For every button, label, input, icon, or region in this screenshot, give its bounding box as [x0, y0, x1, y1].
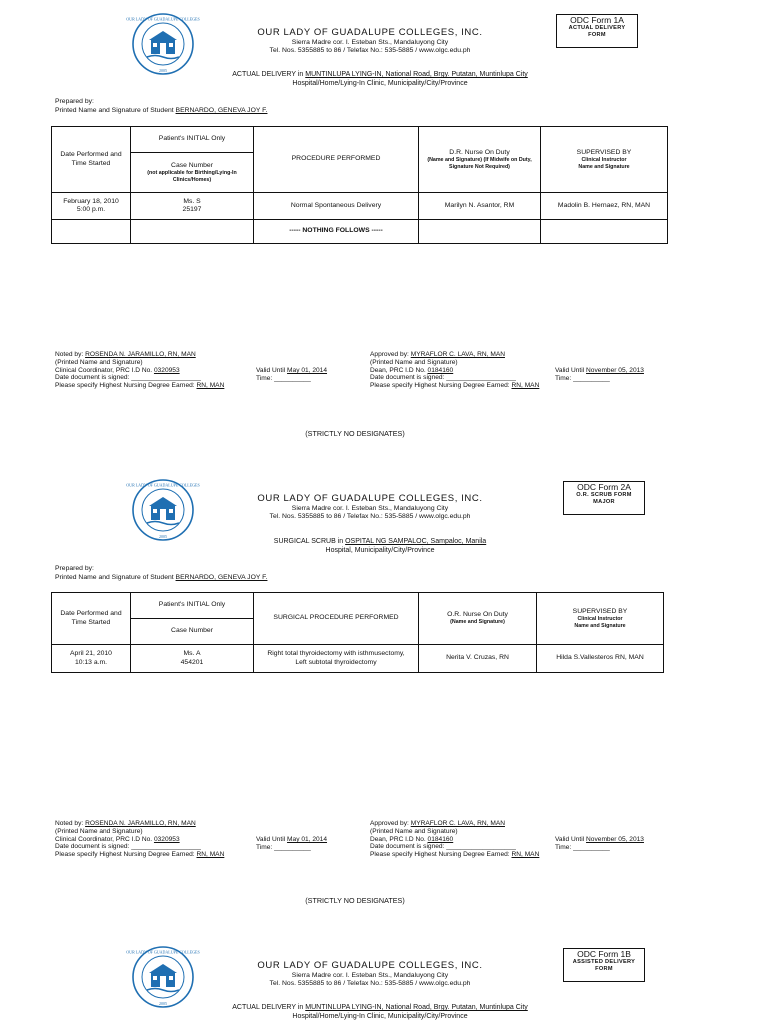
common-date-signed: Date document is signed: ___________________ [55, 843, 201, 851]
form1-desc1: ACTUAL DELIVERY [568, 25, 626, 32]
school-name: OUR LADY OF GUADALUPE COLLEGES, INC. [257, 27, 483, 38]
form2-loc-sub: Hospital, Municipality/City/Province [325, 547, 435, 555]
common-time-line: Time: __________ [555, 843, 610, 851]
student-name: BERNARDO, GENEVA JOY F. [175, 106, 268, 114]
approved-by-block [370, 820, 539, 859]
common-prepared-by: Prepared by: [55, 565, 94, 572]
common-approved-name: MYRAFLOR C. LAVA, RN, MAN [410, 820, 505, 827]
common-printed-name: (Printed Name and Signature) [55, 827, 143, 835]
common-date-signed: Date document is signed: ___________________ [55, 374, 201, 382]
table-row [52, 220, 668, 244]
form1-headers-sup: SUPERVISED BY [576, 148, 632, 156]
procedure-table [51, 126, 668, 244]
common-printed-name: (Printed Name and Signature) [55, 358, 143, 366]
header-case [131, 153, 254, 193]
form2-headers-sup-note2: Name and Signature [574, 622, 626, 629]
procedure-table [51, 592, 664, 673]
table-row [52, 645, 664, 673]
common-coord-valid: May 01, 2014 [287, 836, 328, 843]
common-noted-label: Noted by: [55, 820, 84, 827]
common-coord-valid: May 01, 2014 [287, 367, 328, 374]
form2-row-date: April 21, 2010 [70, 650, 112, 658]
common-prepared-by: Prepared by: [55, 98, 94, 105]
approved-by-block [370, 351, 539, 390]
strict-note: (STRICTLY NO DESIGNATES) [305, 896, 405, 905]
common-dean-valid: November 05, 2013 [586, 367, 644, 374]
school-name: OUR LADY OF GUADALUPE COLLEGES, INC. [257, 493, 483, 504]
school-contact: Tel. Nos. 5355885 to 86 / Telefax No.: 535-5885 / www.olgc.edu.ph [269, 980, 471, 988]
common-coord-prc: 0320953 [153, 366, 180, 374]
form1-headers-case: Case Number [171, 161, 213, 169]
school-contact: Tel. Nos. 5355885 to 86 / Telefax No.: 535-5885 / www.olgc.edu.ph [269, 47, 471, 55]
common-approved-name: MYRAFLOR C. LAVA, RN, MAN [410, 351, 505, 358]
prepared-by [55, 565, 267, 583]
common-date-signed: Date document is signed: ___________________ [370, 374, 516, 382]
common-time-line: Time: __________ [555, 374, 610, 382]
form3-desc1: ASSISTED DELIVERY [572, 959, 636, 966]
common-degree: RN, MAN [196, 851, 225, 859]
school-contact: Tel. Nos. 5355885 to 86 / Telefax No.: 535-5885 / www.olgc.edu.ph [269, 513, 471, 521]
common-degree-label: Please specify Highest Nursing Degree Earned: [370, 382, 510, 390]
valid-until [256, 836, 327, 852]
common-printed-name: (Printed Name and Signature) [370, 358, 458, 366]
school-seal-year: 2005 [159, 1001, 167, 1006]
header-date: Date Performed and Time Started [52, 127, 131, 193]
header-nurse [419, 127, 541, 193]
header-procedure: PROCEDURE PERFORMED [254, 127, 419, 193]
form-code: ODC Form 1A [570, 15, 624, 25]
form2-row-sup: Hilda S.Vallesteros RN, MAN [537, 645, 664, 673]
form1-row-case: 25197 [182, 206, 202, 213]
noted-by-block [55, 820, 224, 859]
valid-until [555, 367, 644, 383]
noted-by-block [55, 351, 224, 390]
common-noted-name: ROSENDA N. JARAMILLO, RN, MAN [85, 820, 196, 827]
form-code-box [563, 948, 645, 982]
common-noted-name: ROSENDA N. JARAMILLO, RN, MAN [85, 351, 196, 358]
form-code: ODC Form 1B [577, 949, 631, 959]
school-name: OUR LADY OF GUADALUPE COLLEGES, INC. [257, 960, 483, 971]
form1-headers-nurse: D.R. Nurse On Duty [449, 148, 510, 156]
prepared-by [55, 98, 267, 116]
form2-row-procedure1: Right total thyroidectomy with isthmusectomy, [267, 650, 405, 658]
form2-headers-case: Case Number [131, 619, 254, 645]
school-seal-text: OUR LADY OF GUADALUPE COLLEGES [126, 16, 200, 22]
form2-headers-nurse-note: (Name and Signature) [450, 619, 505, 626]
form1-row-patient: Ms. S [183, 197, 201, 205]
student-name: BERNARDO, GENEVA JOY F. [175, 573, 268, 581]
common-degree-label: Please specify Highest Nursing Degree Earned: [55, 851, 195, 859]
school-seal-text: OUR LADY OF GUADALUPE COLLEGES [126, 482, 200, 488]
form3-loc-place: MUNTINLUPA LYING-IN, National Road, Brgy. Putatan, Muntinlupa City [305, 1004, 528, 1011]
common-time-line: Time: __________ [256, 374, 311, 382]
form2-row-nurse: Nerita V. Cruzas, RN [419, 645, 537, 673]
common-prepared-label: Printed Name and Signature of Student [55, 106, 174, 114]
form2-row-time: 10:13 a.m. [74, 658, 108, 666]
common-valid-label: Valid Until [256, 367, 286, 374]
common-coord-label: Clinical Coordinator, PRC I.D No. [55, 366, 153, 374]
school-header [170, 493, 570, 522]
location-line [150, 70, 610, 88]
location-line [150, 537, 610, 555]
common-dean-prc: 0184160 [427, 366, 454, 374]
form1-loc-place: MUNTINLUPA LYING-IN, National Road, Brgy. Putatan, Muntinlupa City [305, 71, 528, 78]
common-time-line: Time: __________ [256, 843, 311, 851]
school-seal-year: 2005 [159, 68, 167, 73]
common-valid-label: Valid Until [256, 836, 286, 843]
common-coord-prc: 0320953 [153, 835, 180, 843]
form2-desc1: O.R. SCRUB FORM [576, 492, 632, 499]
form2-row-patient: Ms. A [183, 650, 201, 658]
common-noted-label: Noted by: [55, 351, 84, 358]
common-degree-label: Please specify Highest Nursing Degree Earned: [370, 851, 510, 859]
common-coord-label: Clinical Coordinator, PRC I.D No. [55, 835, 153, 843]
common-printed-name: (Printed Name and Signature) [370, 827, 458, 835]
form1-row-nurse: Marilyn N. Asantor, RM [419, 193, 541, 220]
form-code-box [556, 14, 638, 48]
common-approved-label: Approved by: [370, 820, 409, 827]
common-degree: RN, MAN [511, 851, 540, 859]
common-dean-prc: 0184160 [427, 835, 454, 843]
header-initial: Patient's INITIAL Only [131, 127, 254, 153]
form2-loc-prefix: SURGICAL SCRUB in [273, 538, 344, 545]
school-address: Sierra Madre cor. I. Esteban Sts., Mandaluyong City [291, 971, 449, 979]
form1-headers-case-note: (not applicable for Birthing/Lying-In Clinics/Homes) [147, 170, 237, 183]
school-header [170, 27, 570, 56]
form-code: ODC Form 2A [577, 482, 631, 492]
table-row [52, 193, 668, 220]
form1-headers-nurse-note: (Name and Signature) (If Midwife on Duty, Signature Not Required) [427, 157, 532, 170]
form-code-box [563, 481, 645, 515]
form3-loc-sub: Hospital/Home/Lying-In Clinic, Municipality/City/Province [292, 1013, 468, 1021]
valid-until [555, 836, 644, 852]
common-valid-label: Valid Until [555, 367, 585, 374]
form1-row-procedure: Normal Spontaneous Delivery [254, 193, 419, 220]
form1-row-time: 5:00 p.m. [76, 206, 106, 213]
form1-loc-prefix: ACTUAL DELIVERY in [232, 71, 304, 78]
school-header [170, 960, 570, 989]
form1-row-sup: Madolin B. Hernaez, RN, MAN [541, 193, 668, 220]
common-dean-label: Dean, PRC I.D No. [370, 835, 426, 843]
common-date-signed: Date document is signed: ___________________ [370, 843, 516, 851]
header-supervised [541, 127, 668, 193]
common-degree: RN, MAN [511, 382, 540, 390]
common-dean-valid: November 05, 2013 [586, 836, 644, 843]
common-degree: RN, MAN [196, 382, 225, 390]
form2-desc2: MAJOR [593, 498, 615, 505]
location-line [150, 1003, 610, 1021]
school-address: Sierra Madre cor. I. Esteban Sts., Mandaluyong City [291, 38, 449, 46]
school-seal-year: 2005 [159, 534, 167, 539]
common-dean-label: Dean, PRC I.D No. [370, 366, 426, 374]
form2-row-case: 454201 [180, 658, 204, 666]
common-approved-label: Approved by: [370, 351, 409, 358]
form1-desc2: FORM [588, 31, 606, 38]
valid-until [256, 367, 327, 383]
strict-note: (STRICTLY NO DESIGNATES) [305, 429, 405, 438]
school-address: Sierra Madre cor. I. Esteban Sts., Mandaluyong City [291, 504, 449, 512]
form2-headers-nurse: O.R. Nurse On Duty [447, 610, 508, 618]
common-valid-label: Valid Until [555, 836, 585, 843]
form2-row-procedure2: Left subtotal thyroidectomy [295, 658, 377, 666]
form2-headers-sup-note1: Clinical Instructor [577, 616, 623, 623]
form1-loc-sub: Hospital/Home/Lying-In Clinic, Municipality/City/Province [292, 80, 468, 88]
common-degree-label: Please specify Highest Nursing Degree Earned: [55, 382, 195, 390]
form3-loc-prefix: ACTUAL DELIVERY in [232, 1004, 304, 1011]
school-seal-text: OUR LADY OF GUADALUPE COLLEGES [126, 949, 200, 955]
form3-desc2: FORM [595, 965, 613, 972]
form1-row-date: February 18, 2010 [63, 197, 119, 205]
form2-headers-date: Date Performed and Time Started [52, 593, 131, 645]
form2-headers-sup: SUPERVISED BY [572, 607, 628, 615]
common-prepared-label: Printed Name and Signature of Student [55, 573, 174, 581]
form2-headers-procedure: SURGICAL PROCEDURE PERFORMED [254, 593, 419, 645]
form1-headers-sup-note1: Clinical Instructor [581, 157, 627, 164]
form1-headers-sup-note2: Name and Signature [578, 163, 630, 170]
nothing-follows: ----- NOTHING FOLLOWS ----- [254, 220, 419, 244]
form2-loc-place: OSPITAL NG SAMPALOC, Sampaloc, Manila [345, 538, 487, 545]
form2-headers-initial: Patient's INITIAL Only [131, 593, 254, 619]
